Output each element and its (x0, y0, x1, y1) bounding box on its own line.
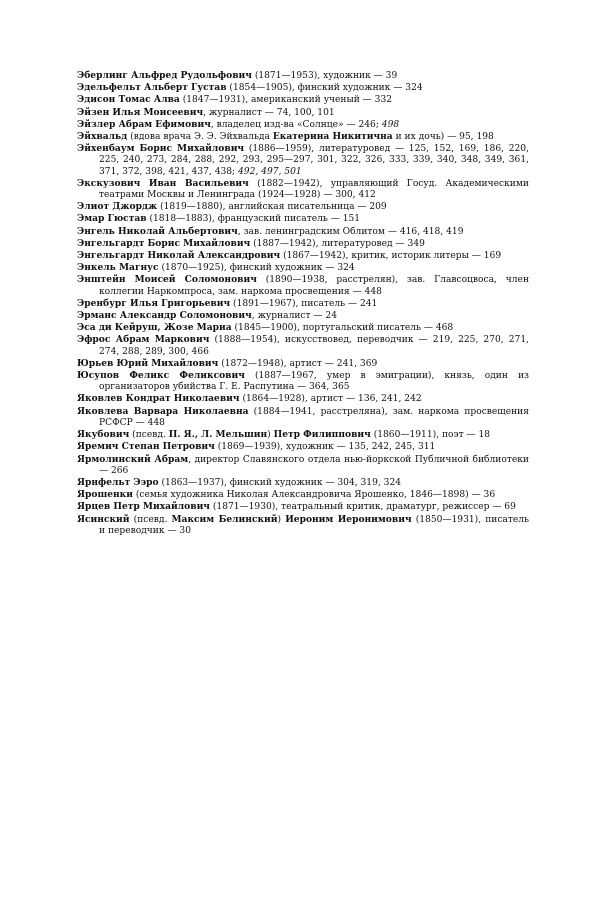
entry-text: (1819—1880), английская писательница — 209 (157, 202, 387, 213)
entry-name: П. Я., Л. Мельшин (168, 429, 268, 441)
entry-text: (1818—1883), французский писатель — 151 (146, 214, 361, 225)
entry-text: , директор Славянского отдела нью-йоркской Публичной библиотеки — 266 (99, 454, 529, 476)
entry-name: Эйзлер Абрам Ефимович (77, 118, 211, 130)
entry-name: Эйхенбаум Борис Михайлович (77, 143, 245, 155)
entry-text: (1864—1928), артист — 136, 241, 242 (239, 394, 422, 405)
entry-name: Якубович (77, 429, 130, 441)
entry-text: (1884—1941, расстреляна), зам. наркома просвещения РСФСР — 448 (99, 406, 529, 428)
entry-name: Иероним Иеронимович (285, 513, 412, 525)
entry-name: Ясинский (77, 513, 130, 525)
entry-name: Петр Филиппович (273, 429, 371, 441)
entry-name: Эдисон Томас Алва (77, 94, 180, 106)
entry-page-ref-italic: 498 (381, 119, 400, 130)
entry-name: Эса ди Кейруш, Жозе Мариа (77, 322, 232, 334)
entry-name: Энгель Николай Альбертович (77, 225, 238, 237)
index-entry (77, 238, 529, 250)
entry-text: (1886—1959), литературовед — 125, 152, 169, 186, 220, 225, 240, 273, 284, 288, 292, 293, 295—297, 301, 322, 326, 333, 339, 340, 348, 349, 361, 371, 372, 398, 421, 437, 438; (99, 144, 529, 177)
index-entry (77, 70, 529, 82)
entry-text: (1887—1967, умер в эмиграции), князь, один из организаторов убийства Г. Е. Распутина — 364, 365 (99, 371, 529, 393)
entry-text: (1854—1905), финский художник — 324 (226, 83, 423, 94)
entry-name: Яковлев Кондрат Николаевич (77, 393, 240, 405)
entry-name: Эмар Гюстав (77, 213, 147, 225)
index-entry (77, 274, 529, 297)
entry-text: (1869—1939), художник — 135, 242, 245, 311 (214, 442, 436, 453)
entry-name: Энгельгардт Николай Александрович (77, 250, 281, 262)
entry-text: (1847—1931), американский ученый — 332 (179, 95, 393, 106)
entry-name: Экскузович Иван Васильевич (77, 177, 249, 189)
index-entry (77, 262, 529, 274)
index-entry (77, 94, 529, 106)
entry-name: Эйзен Илья Моисеевич (77, 106, 204, 118)
entry-text: , зав. ленинградским Облитом — 416, 418, 419 (237, 226, 464, 237)
name-index (77, 70, 529, 537)
index-entry (77, 334, 529, 357)
entry-text: (псевд. (129, 514, 172, 525)
entry-name: Екатерина Никитична (272, 131, 393, 143)
entry-text: (1890—1938, расстрелян), зав. Главсоцвоса, член коллегии Наркомпроса, зам. наркома просвещения — 448 (99, 275, 529, 297)
entry-text: (1887—1942), литературовед — 349 (250, 238, 425, 249)
index-entry (77, 322, 529, 334)
index-entry (77, 406, 529, 429)
entry-text: (1871—1930), театральный критик, драматург, режиссер — 69 (209, 502, 516, 513)
index-entry (77, 298, 529, 310)
index-entry (77, 226, 529, 238)
index-entry (77, 250, 529, 262)
entry-name: Эдельфельт Альберт Густав (77, 82, 227, 94)
index-entry (77, 441, 529, 453)
entry-name: Яремич Степан Петрович (77, 441, 215, 453)
entry-text: (1845—1900), португальский писатель — 468 (231, 323, 454, 334)
entry-name: Эфрос Абрам Маркович (77, 334, 210, 346)
entry-text: (1870—1925), финский художник — 324 (158, 263, 355, 274)
entry-text: ) (267, 430, 274, 441)
index-entry (77, 501, 529, 513)
entry-text: (1891—1967), писатель — 241 (230, 298, 378, 309)
entry-name: Ярошенки (77, 489, 133, 501)
entry-name: Энгельгардт Борис Михайлович (77, 237, 251, 249)
index-entry (77, 82, 529, 94)
index-entry (77, 131, 529, 143)
entry-name: Эренбург Илья Григорьевич (77, 297, 231, 309)
entry-name: Яковлева Варвара Николаевна (77, 405, 249, 417)
entry-name: Энштейн Моисей Соломонович (77, 274, 257, 286)
index-entry (77, 429, 529, 441)
index-entry (77, 370, 529, 393)
index-entry (77, 310, 529, 322)
entry-text: (семья художника Николая Александровича Ярошенко, 1846—1898) — 36 (132, 490, 496, 501)
index-entry (77, 143, 529, 178)
entry-text: , журналист — 24 (251, 311, 337, 322)
entry-name: Юрьев Юрий Михайлович (77, 357, 219, 369)
entry-text: (1863—1937), финский художник — 304, 319, 324 (158, 477, 402, 488)
entry-text: (1850—1931), писатель и переводчик — 30 (99, 514, 529, 536)
entry-page-ref-italic: 492, 497, 501 (238, 166, 302, 177)
entry-text: и их дочь) — 95, 198 (392, 132, 494, 143)
entry-text: (1871—1953), художник — 39 (251, 71, 398, 81)
entry-text: , журналист — 74, 100, 101 (203, 107, 335, 118)
entry-name: Эйхвальд (77, 131, 128, 143)
index-entry (77, 119, 529, 131)
index-entry (77, 454, 529, 477)
index-entry (77, 477, 529, 489)
entry-name: Эрманс Александр Соломонович (77, 310, 252, 322)
entry-text: (1872—1948), артист — 241, 369 (218, 358, 378, 369)
index-entry (77, 514, 529, 537)
entry-text: (1888—1954), искусствовед, переводчик — 219, 225, 270, 271, 274, 288, 289, 300, 466 (99, 335, 529, 357)
entry-text: (вдова врача Э. Э. Эйхвальда (127, 132, 273, 143)
entry-name: Энкель Магнус (77, 262, 159, 274)
entry-text: (1867—1942), критик, историк литеры — 169 (280, 251, 502, 262)
entry-text: (псевд. (129, 430, 169, 441)
index-entry (77, 489, 529, 501)
entry-text: (1882—1942), управляющий Госуд. Академическими театрами Москвы и Ленинграда (1924—1928) — 300, 412 (99, 178, 529, 201)
entry-name: Ярмолинский Абрам (77, 453, 189, 465)
entry-name: Ярцев Петр Михайлович (77, 501, 210, 513)
index-entry (77, 201, 529, 213)
index-entry (77, 213, 529, 225)
index-entry (77, 358, 529, 370)
index-entry (77, 107, 529, 119)
entry-name: Максим Белинский (171, 513, 278, 525)
entry-text: ) (277, 514, 286, 525)
entry-name: Эберлинг Альфред Рудольфович (77, 70, 252, 81)
index-entry (77, 178, 529, 201)
entry-name: Юсупов Феликс Феликсович (77, 370, 245, 382)
entry-name: Элиот Джордж (77, 201, 158, 213)
entry-name: Ярнфельт Ээро (77, 476, 159, 488)
entry-text: (1860—1911), поэт — 18 (370, 430, 491, 441)
index-entry (77, 393, 529, 405)
entry-text: , владелец изд-ва «Солнце» — 246; (210, 119, 382, 130)
